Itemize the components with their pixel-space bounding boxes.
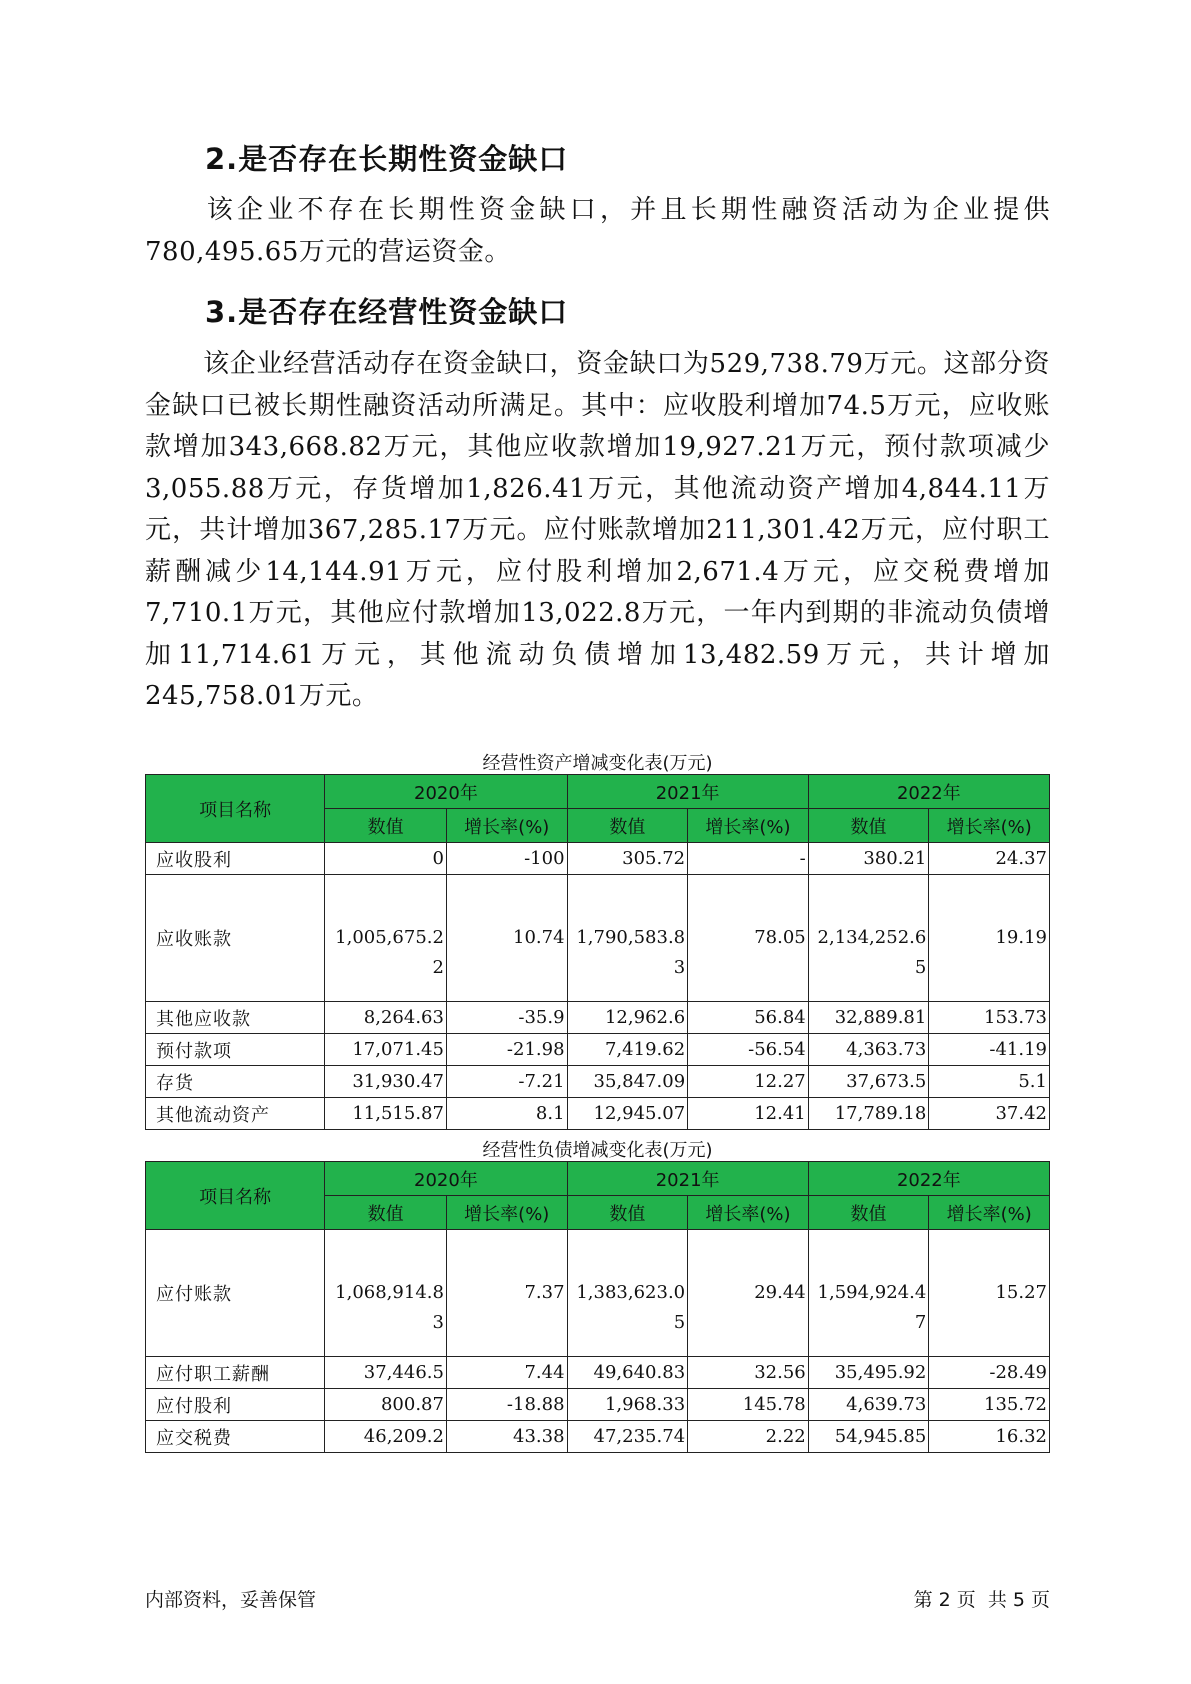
value-cell: 49,640.83 xyxy=(567,1357,688,1389)
header-item-name: 项目名称 xyxy=(146,775,325,843)
value-cell: 12,962.6 xyxy=(567,1002,688,1034)
footer-page-number: 第 2 页 共 5 页 xyxy=(913,1589,1050,1611)
header-year: 2020年 xyxy=(325,1162,567,1196)
value-cell: 32,889.81 xyxy=(808,1002,929,1034)
rate-cell: 29.44 xyxy=(688,1230,809,1357)
value-cell: 54,945.85 xyxy=(808,1421,929,1453)
rate-cell: -100 xyxy=(446,843,567,875)
rate-cell: 5.1 xyxy=(929,1066,1050,1098)
row-item-name: 应收账款 xyxy=(146,875,325,1002)
rate-cell: 24.37 xyxy=(929,843,1050,875)
header-rate: 增长率(%) xyxy=(688,1196,809,1230)
value-cell: 35,847.09 xyxy=(567,1066,688,1098)
rate-cell: 12.41 xyxy=(688,1098,809,1130)
rate-cell: 43.38 xyxy=(446,1421,567,1453)
rate-cell: 56.84 xyxy=(688,1002,809,1034)
value-cell: 17,071.45 xyxy=(325,1034,447,1066)
value-cell: 12,945.07 xyxy=(567,1098,688,1130)
table-row xyxy=(146,875,1050,1002)
row-item-name: 存货 xyxy=(146,1066,325,1098)
rate-cell: -35.9 xyxy=(446,1002,567,1034)
header-value: 数值 xyxy=(808,809,929,843)
header-rate: 增长率(%) xyxy=(446,809,567,843)
header-year: 2022年 xyxy=(808,775,1049,809)
table-row xyxy=(146,1034,1050,1066)
row-item-name: 其他应收款 xyxy=(146,1002,325,1034)
value-cell: 1,005,675.22 xyxy=(325,875,447,1002)
paragraph-long-term-gap xyxy=(145,190,1050,273)
table-row xyxy=(146,1357,1050,1389)
rate-cell: 7.44 xyxy=(446,1357,567,1389)
rate-cell: -41.19 xyxy=(929,1034,1050,1066)
rate-cell: -56.54 xyxy=(688,1034,809,1066)
rate-cell: 153.73 xyxy=(929,1002,1050,1034)
header-year: 2022年 xyxy=(808,1162,1049,1196)
paragraph-text: 该企业经营活动存在资金缺口，资金缺口为529,738.79万元。这部分资金缺口已被长期性融资活动所满足。其中：应收股利增加74.5万元，应收账款增加343,668.82万元，其他应收款增加19,927.21万元，预付款项减少3,055.88万元，存货增加1,826.41万元，其他流动资产增加4,844.11万元，共计增加367,285.17万元。应付账款增加211,301.42万元，应付职工薪酬减少14,144.91万元，应付股利增加2,671.4万元，应交税费增加7,710.1万元，其他应付款增加13,022.8万元，一年内到期的非流动负债增加11,714.61万元，其他流动负债增加13,482.59万元，共计增加245,758.01万元。 xyxy=(145,349,1050,711)
assets-change-table xyxy=(145,774,1050,1130)
value-cell: 1,594,924.47 xyxy=(808,1230,929,1357)
rate-cell: -21.98 xyxy=(446,1034,567,1066)
rate-cell: -28.49 xyxy=(929,1357,1050,1389)
row-item-name: 应交税费 xyxy=(146,1421,325,1453)
value-cell: 0 xyxy=(325,843,447,875)
rate-cell: 78.05 xyxy=(688,875,809,1002)
row-item-name: 预付款项 xyxy=(146,1034,325,1066)
row-item-name: 应收股利 xyxy=(146,843,325,875)
header-rate: 增长率(%) xyxy=(688,809,809,843)
value-cell: 17,789.18 xyxy=(808,1098,929,1130)
table-row xyxy=(146,1002,1050,1034)
table-caption-liabilities: 经营性负债增减变化表(万元) xyxy=(482,1140,713,1161)
rate-cell: 16.32 xyxy=(929,1421,1050,1453)
footer-confidential-note: 内部资料，妥善保管 xyxy=(145,1589,317,1611)
value-cell: 46,209.2 xyxy=(325,1421,447,1453)
rate-cell: -7.21 xyxy=(446,1066,567,1098)
value-cell: 1,383,623.05 xyxy=(567,1230,688,1357)
value-cell: 4,363.73 xyxy=(808,1034,929,1066)
value-cell: 1,968.33 xyxy=(567,1389,688,1421)
table-row xyxy=(146,1389,1050,1421)
value-cell: 47,235.74 xyxy=(567,1421,688,1453)
row-item-name: 应付账款 xyxy=(146,1230,325,1357)
header-value: 数值 xyxy=(567,809,688,843)
value-cell: 1,790,583.83 xyxy=(567,875,688,1002)
header-year: 2021年 xyxy=(567,775,808,809)
section-heading-operating-gap: 3.是否存在经营性资金缺口 xyxy=(205,295,569,329)
rate-cell: 12.27 xyxy=(688,1066,809,1098)
section-heading-long-term-gap: 2.是否存在长期性资金缺口 xyxy=(205,142,569,176)
paragraph-operating-gap xyxy=(145,344,1050,718)
value-cell: 800.87 xyxy=(325,1389,447,1421)
value-cell: 8,264.63 xyxy=(325,1002,447,1034)
rate-cell: 135.72 xyxy=(929,1389,1050,1421)
header-rate: 增长率(%) xyxy=(929,809,1050,843)
value-cell: 2,134,252.65 xyxy=(808,875,929,1002)
table-caption-assets: 经营性资产增减变化表(万元) xyxy=(482,753,713,774)
header-rate: 增长率(%) xyxy=(929,1196,1050,1230)
table-row xyxy=(146,843,1050,875)
value-cell: 37,446.5 xyxy=(325,1357,447,1389)
header-year: 2020年 xyxy=(325,775,567,809)
rate-cell: 145.78 xyxy=(688,1389,809,1421)
header-value: 数值 xyxy=(325,1196,447,1230)
value-cell: 31,930.47 xyxy=(325,1066,447,1098)
header-value: 数值 xyxy=(808,1196,929,1230)
paragraph-text: 该企业不存在长期性资金缺口，并且长期性融资活动为企业提供780,495.65万元的营运资金。 xyxy=(145,195,1050,267)
liabilities-change-table xyxy=(145,1161,1050,1453)
rate-cell: 32.56 xyxy=(688,1357,809,1389)
rate-cell: 10.74 xyxy=(446,875,567,1002)
row-item-name: 应付股利 xyxy=(146,1389,325,1421)
value-cell: 11,515.87 xyxy=(325,1098,447,1130)
rate-cell: 15.27 xyxy=(929,1230,1050,1357)
header-item-name: 项目名称 xyxy=(146,1162,325,1230)
table-row xyxy=(146,1230,1050,1357)
table-row xyxy=(146,1421,1050,1453)
rate-cell: 37.42 xyxy=(929,1098,1050,1130)
rate-cell: 2.22 xyxy=(688,1421,809,1453)
rate-cell: 19.19 xyxy=(929,875,1050,1002)
value-cell: 35,495.92 xyxy=(808,1357,929,1389)
row-item-name: 其他流动资产 xyxy=(146,1098,325,1130)
table-row xyxy=(146,1066,1050,1098)
value-cell: 305.72 xyxy=(567,843,688,875)
rate-cell: 7.37 xyxy=(446,1230,567,1357)
rate-cell: - xyxy=(688,843,809,875)
value-cell: 1,068,914.83 xyxy=(325,1230,447,1357)
header-value: 数值 xyxy=(567,1196,688,1230)
header-rate: 增长率(%) xyxy=(446,1196,567,1230)
value-cell: 4,639.73 xyxy=(808,1389,929,1421)
rate-cell: 8.1 xyxy=(446,1098,567,1130)
header-year: 2021年 xyxy=(567,1162,808,1196)
table-row xyxy=(146,1098,1050,1130)
value-cell: 37,673.5 xyxy=(808,1066,929,1098)
value-cell: 7,419.62 xyxy=(567,1034,688,1066)
header-value: 数值 xyxy=(325,809,447,843)
value-cell: 380.21 xyxy=(808,843,929,875)
row-item-name: 应付职工薪酬 xyxy=(146,1357,325,1389)
rate-cell: -18.88 xyxy=(446,1389,567,1421)
